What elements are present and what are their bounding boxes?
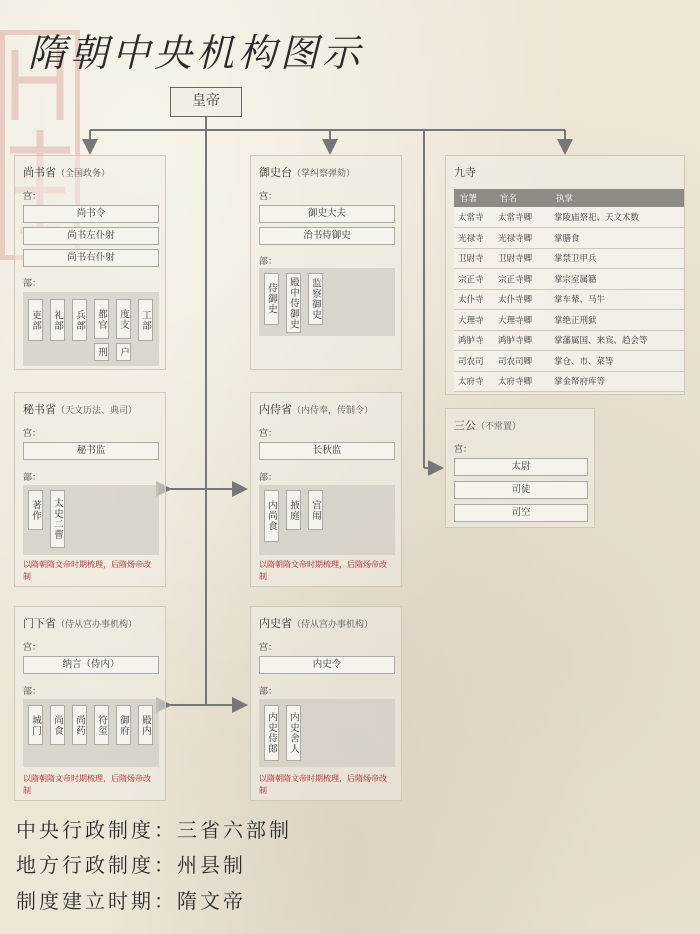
gong-label: 宫： [454,445,473,455]
dept-yeting: 掖庭 [286,490,301,530]
dept-gongwei: 宫闱 [308,490,323,530]
yushi-box [250,155,402,370]
office-zhishu: 治书侍御史 [259,227,395,245]
bu-label: 部： [23,687,42,697]
neishi-ju-box [250,392,402,587]
footer-established: 制度建立时期：隋文帝 [16,889,246,913]
dept-xing: 刑 [94,343,109,361]
office-changqiujian: 长秋监 [259,442,395,460]
dept-duguan: 都官 [94,299,109,339]
table-row: 太府寺 太府寺卿 掌金帑府库等 [454,371,684,392]
dept-area [23,485,159,555]
office-youpushe: 尚书右仆射 [23,249,159,267]
dept-libu: 吏部 [28,299,43,341]
table-row: 光禄寺 光禄寺卿 掌膳食 [454,228,684,249]
gong-label: 宫： [259,643,278,653]
yushi-title: 御史台（掌纠察弹劾） [259,166,356,179]
dept-taishi: 太史二曹 [50,490,65,548]
dept-jiancha: 监察御史 [308,273,323,325]
gong-label: 宫： [23,192,42,202]
reform-note: 以隋朝隋文帝时期梳理，后隋炀帝改制 [23,560,151,581]
neishi-box [250,606,402,801]
jiusi-box [445,155,685,395]
dept-shangshi: 尚食 [50,705,65,745]
mishu-box [14,392,166,587]
dept-zhuzuo: 著作 [28,490,43,530]
dept-fuxi: 符玺 [94,705,109,745]
table-row: 宗正寺 宗正寺卿 掌宗室属籍 [454,269,684,290]
bu-label: 部： [259,257,278,267]
table-row: 鸿胪寺 鸿胪寺卿 掌藩属国、来宾、趋会等 [454,330,684,351]
table-row: 太仆寺 太仆寺卿 掌车辇、马牛 [454,289,684,310]
office-mishujian: 秘书监 [23,442,159,460]
bu-label: 部： [259,473,278,483]
table-header: 官署 官名 执掌 [454,189,684,207]
dept-duzhi: 度支 [116,299,131,339]
jiusi-table [454,189,684,392]
menxia-title: 门下省（侍从宫办事机构） [23,617,138,630]
dept-neishisheren: 内史舍人 [286,705,301,761]
office-taiwei: 太尉 [454,458,588,476]
table-row: 大理寺 大理寺卿 掌绝正刑狱 [454,310,684,331]
emperor-node: 皇帝 [170,87,242,117]
sangong-title: 三公（不常置） [454,419,522,432]
gong-label: 宫： [23,643,42,653]
reform-note: 以隋朝隋文帝时期梳理，后隋炀帝改制 [23,774,151,795]
dept-neishishilang: 内史侍郎 [264,705,279,761]
dept-area [259,699,395,767]
dept-yufu: 御府 [116,705,131,745]
dept-shangyao: 尚药 [72,705,87,745]
table-row: 卫尉寺 卫尉寺卿 掌禁卫甲兵 [454,248,684,269]
shangshu-box [14,155,166,370]
dept-area [259,268,395,336]
dept-area [259,485,395,555]
office-yushidafu: 御史大夫 [259,205,395,223]
sangong-box [445,408,595,528]
gong-label: 宫： [259,429,278,439]
bu-label: 部： [23,279,42,289]
dept-chengmen: 城门 [28,705,43,745]
footer-local-system: 地方行政制度：州县制 [16,853,246,877]
dept-diannei: 殿内 [138,705,153,745]
office-neishiling: 内史令 [259,656,395,674]
bu-label: 部： [259,687,278,697]
table-row: 司农司 司农司卿 掌仓、市、菜等 [454,351,684,372]
dept-dianzhong: 殿中侍御史 [286,273,301,333]
shangshu-title: 尚书省（全国政务） [23,166,111,179]
dept-neishangshi: 内尚食 [264,490,279,542]
footer-central-system: 中央行政制度：三省六部制 [16,818,292,842]
menxia-box [14,606,166,801]
office-nayan: 纳言（侍内） [23,656,159,674]
mishu-title: 秘书省（天文历法、典司） [23,403,138,416]
office-sikong: 司空 [454,504,588,522]
reform-note: 以隋朝隋文帝时期梳理，后隋炀帝改制 [259,774,387,795]
table-row: 太常寺 太常寺卿 掌陵庙祭祀、天文术数 [454,207,684,228]
dept-libu-rites: 礼部 [50,299,65,341]
dept-bingbu: 兵部 [72,299,87,341]
bu-label: 部： [23,473,42,483]
office-situ: 司徒 [454,481,588,499]
office-zuopushe: 尚书左仆射 [23,227,159,245]
office-shangshuling: 尚书令 [23,205,159,223]
gong-label: 宫： [259,192,278,202]
reform-note: 以隋朝隋文帝时期梳理，后隋炀帝改制 [259,560,387,581]
page-title: 隋朝中央机构图示 [28,31,365,75]
dept-gongbu: 工部 [138,299,153,341]
gong-label: 宫： [23,429,42,439]
jiusi-title: 九寺 [454,166,476,179]
dept-hu: 户 [116,343,131,361]
neishi-title: 内史省（侍从宫办事机构） [259,617,374,630]
dept-shiyushi: 侍御史 [264,273,279,325]
neishi-ju-title: 内侍省（内侍奉，传制令） [259,403,374,416]
